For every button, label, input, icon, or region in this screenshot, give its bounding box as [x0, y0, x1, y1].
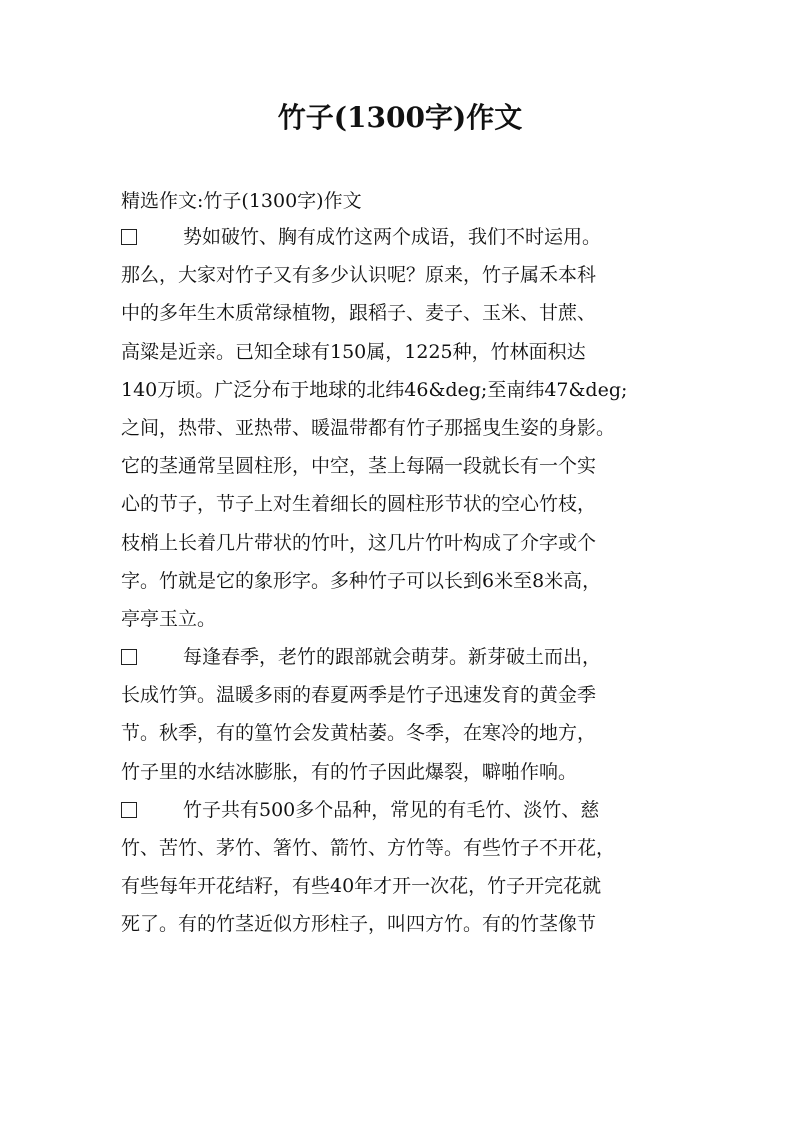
- paragraph-line: 竹、苦竹、茅竹、箸竹、箭竹、方竹等。有些竹子不开花，: [121, 837, 616, 859]
- paragraph-line: 节。秋季，有的篁竹会发黄枯萎。冬季，在寒冷的地方，: [121, 722, 597, 745]
- paragraph-1: [121, 218, 681, 638]
- paragraph-line: [121, 791, 681, 829]
- paragraph-line-text: 竹子共有500多个品种，常见的有毛竹、淡竹、慈: [183, 798, 600, 821]
- paragraph-line-text: 势如破竹、胸有成竹这两个成语，我们不时运用。: [183, 226, 602, 248]
- paragraph-line: 枝梢上长着几片带状的竹叶，这几片竹叶构成了介字或个: [121, 531, 597, 554]
- paragraph-line: [121, 218, 681, 256]
- paragraph-line-text: 每逢春季，老竹的跟部就会萌芽。新芽破土而出，: [183, 646, 602, 669]
- document-title: 竹子(1300字)作文: [277, 101, 523, 134]
- paragraph-line: 高粱是近亲。已知全球有150属，1225种，竹林面积达: [121, 340, 586, 363]
- paragraph-line: 中的多年生木质常绿植物，跟稻子、麦子、玉米、甘蔗、: [121, 302, 597, 325]
- paragraph-line: 长成竹笋。温暖多雨的春夏两季是竹子迅速发育的黄金季: [121, 684, 597, 707]
- paragraph-line: 心的节子，节子上对生着细长的圆柱形节状的空心竹枝，: [121, 493, 597, 516]
- paragraph-line: 死了。有的竹茎近似方形柱子，叫四方竹。有的竹茎像节: [121, 913, 597, 936]
- checkbox-square-icon: [121, 802, 137, 818]
- paragraph-2: [121, 638, 681, 791]
- paragraph-line: 140万顷。广泛分布于地球的北纬46&deg;至南纬47&deg;: [121, 378, 628, 401]
- paragraph-line: 字。竹就是它的象形字。多种竹子可以长到6米至8米高，: [121, 569, 602, 592]
- paragraph-line: 有些每年开花结籽，有些40年才开一次花，竹子开完花就: [121, 875, 602, 898]
- paragraph-3: [121, 791, 681, 944]
- document-body: [121, 184, 681, 944]
- document-subtitle: 精选作文:竹子(1300字)作文: [121, 190, 362, 212]
- paragraph-line: 竹子里的水结冰膨胀，有的竹子因此爆裂，噼啪作响。: [121, 760, 578, 783]
- paragraph-line: 那么，大家对竹子又有多少认识呢？原来，竹子属禾本科: [121, 264, 597, 287]
- paragraph-line: 之间，热带、亚热带、暖温带都有竹子那摇曳生姿的身影。: [121, 416, 616, 439]
- paragraph-line: 亭亭玉立。: [121, 607, 217, 630]
- paragraph-line: [121, 638, 681, 676]
- checkbox-square-icon: [121, 229, 137, 245]
- checkbox-square-icon: [121, 649, 137, 665]
- paragraph-line: 它的茎通常呈圆柱形，中空，茎上每隔一段就长有一个实: [121, 455, 597, 478]
